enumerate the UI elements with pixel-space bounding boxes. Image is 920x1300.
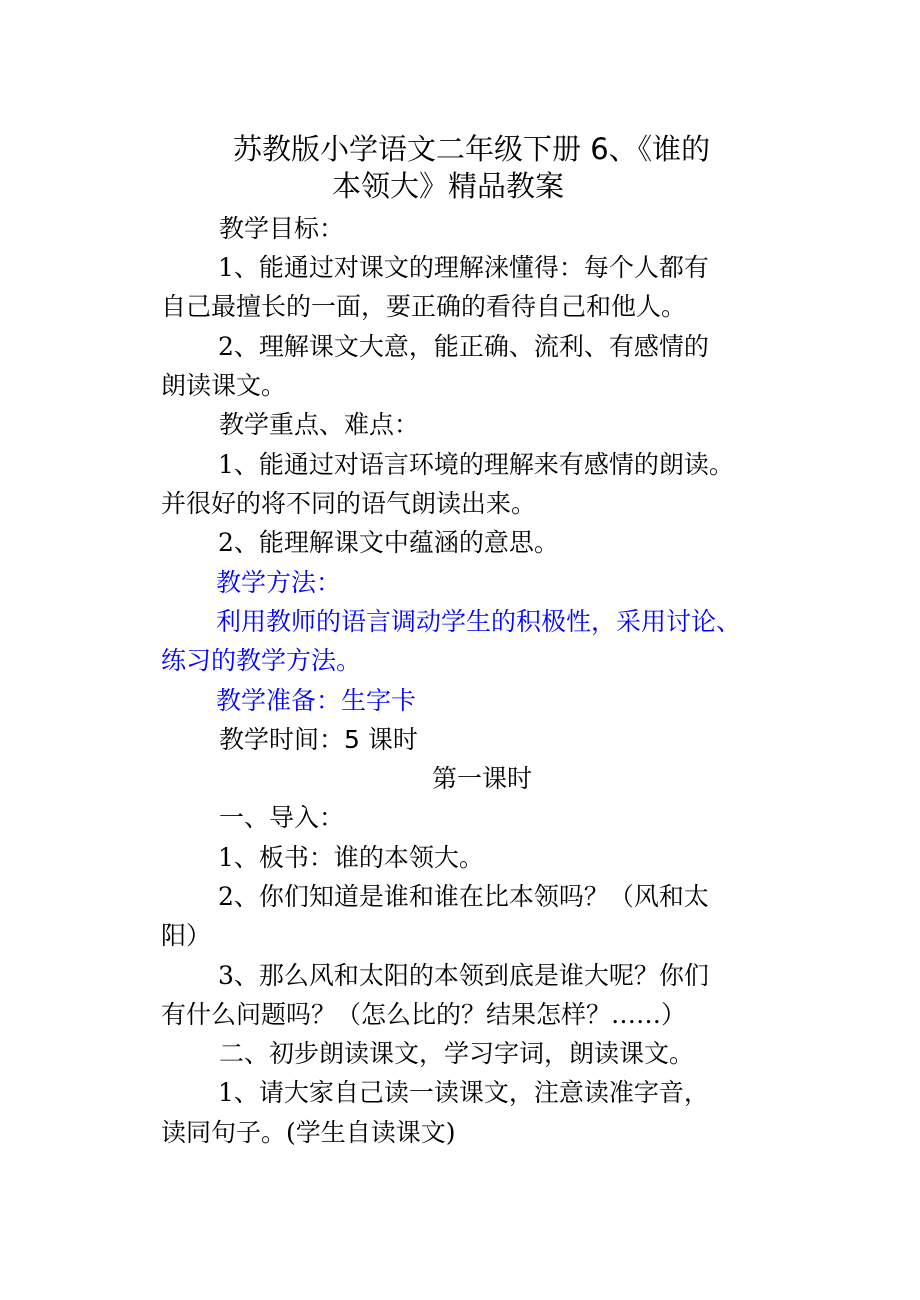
methods-line-2: 练习的教学方法。: [161, 646, 362, 675]
document-title-line-1: 苏教版小学语文二年级下册 6、《谁的: [233, 132, 711, 166]
objectives-heading: 教学目标：: [219, 214, 345, 243]
document-title-line-2: 本领大》精品教案: [332, 169, 565, 203]
intro-2-line-2: 阳）: [161, 921, 212, 950]
intro-3-line-1: 3、那么风和太阳的本领到底是谁大呢？你们: [218, 961, 709, 990]
reading-1-line-1: 1、请大家自己读一读课文，注意读准字音，: [218, 1078, 709, 1107]
methods-heading: 教学方法：: [216, 568, 342, 597]
intro-3-line-2: 有什么问题吗？（怎么比的？结果怎样？……）: [161, 1000, 687, 1029]
objective-2-line-2: 朗读课文。: [161, 371, 287, 400]
objective-2-line-1: 2、理解课文大意，能正确、流利、有感情的: [218, 332, 709, 361]
section-2-heading: 二、初步朗读课文，学习字词，朗读课文。: [219, 1039, 695, 1068]
methods-line-1: 利用教师的语言调动学生的积极性，采用讨论、: [216, 607, 742, 636]
time-line: 教学时间：5 课时: [219, 725, 418, 754]
reading-1-line-2: 读同句子。(学生自读课文): [161, 1118, 456, 1147]
key-point-2: 2、能理解课文中蕴涵的意思。: [218, 528, 559, 557]
key-point-1-line-2: 并很好的将不同的语气朗读出来。: [161, 489, 537, 518]
key-point-1-line-1: 1、能通过对语言环境的理解来有感情的朗读。: [218, 450, 734, 479]
section-1-heading: 一、导入：: [219, 803, 345, 832]
intro-2-line-1: 2、你们知道是谁和谁在比本领吗？（风和太: [218, 882, 709, 911]
lesson-1-heading: 第一课时: [432, 764, 533, 793]
key-points-heading: 教学重点、难点：: [219, 410, 420, 439]
preparation-line: 教学准备：生字卡: [216, 686, 417, 715]
objective-1-line-1: 1、能通过对课文的理解涞懂得：每个人都有: [218, 253, 709, 282]
objective-1-line-2: 自己最擅长的一面，要正确的看待自己和他人。: [161, 292, 687, 321]
intro-1: 1、板书：谁的本领大。: [218, 843, 484, 872]
